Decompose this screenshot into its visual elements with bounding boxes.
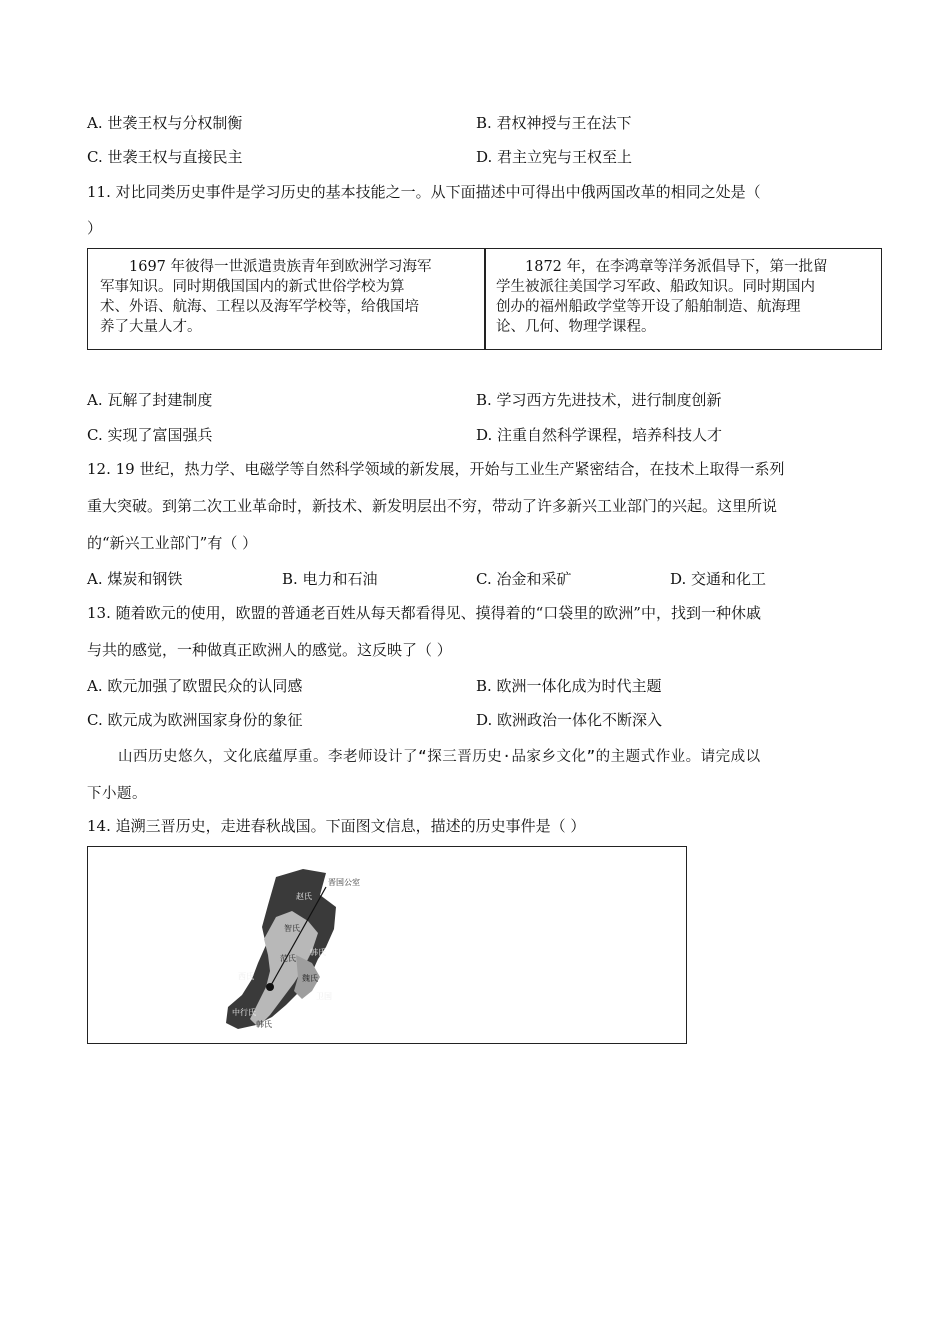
q11-left-line: 军事知识。同时期俄国国内的新式世俗学校为算 <box>100 279 405 295</box>
map-label-fan: 范氏 <box>280 954 296 963</box>
q12-option-d: D. 交通和化工 <box>670 570 767 588</box>
q12-stem-line2: 重大突破。到第二次工业革命时，新技术、新发明层出不穷，带动了许多新兴工业部门的兴起。这里所说 <box>87 497 778 515</box>
map-label-region: 卫国 <box>316 992 332 1001</box>
q10-option-d: D. 君主立宪与王权至上 <box>476 148 633 166</box>
map-label-west: 西氏 <box>238 972 254 981</box>
map-label-zhonghang: 中行氏 <box>232 1008 256 1017</box>
q11-option-b: B. 学习西方先进技术，进行制度创新 <box>476 391 722 409</box>
q13-option-d: D. 欧洲政治一体化不断深入 <box>476 711 663 729</box>
callout-dot <box>266 983 274 991</box>
intro-line2: 下小题。 <box>87 786 147 802</box>
q11-china-cell <box>486 249 881 349</box>
map-label-bottom: 韩氏 <box>256 1020 272 1029</box>
q11-right-line: 1872 年，在李鸿章等洋务派倡导下，第一批留 <box>525 259 828 275</box>
q12-option-c: C. 冶金和采矿 <box>476 570 572 588</box>
q11-stem-close: ） <box>87 219 103 237</box>
map-label-zhi: 智氏 <box>284 924 300 933</box>
q11-stem: 11. 对比同类历史事件是学习历史的基本技能之一。从下面描述中可得出中俄两国改革的相同之处是（ <box>87 183 761 201</box>
q11-right-line: 论、几何、物理学课程。 <box>496 319 656 335</box>
q11-option-d: D. 注重自然科学课程，培养科技人才 <box>476 426 723 444</box>
q11-option-a: A. 瓦解了封建制度 <box>87 391 213 409</box>
map-label-han: 韩氏 <box>310 948 326 957</box>
q11-option-c: C. 实现了富国强兵 <box>87 426 213 444</box>
q11-left-line: 1697 年彼得一世派遣贵族青年到欧洲学习海军 <box>129 259 432 275</box>
three-jin-map <box>208 859 408 1034</box>
q12-stem-line3: 的“新兴工业部门”有（ ） <box>87 534 258 552</box>
q14-stem: 14. 追溯三晋历史，走进春秋战国。下面图文信息，描述的历史事件是（ ） <box>87 817 586 835</box>
q11-right-line: 创办的福州船政学堂等开设了船舶制造、航海理 <box>496 299 801 315</box>
q11-right-line: 学生被派往美国学习军政、船政知识。同时期国内 <box>496 279 815 295</box>
q10-option-c: C. 世袭王权与直接民主 <box>87 148 243 166</box>
q14-figure-box <box>87 846 687 1044</box>
q11-comparison-table <box>87 248 882 350</box>
q10-option-a: A. 世袭王权与分权制衡 <box>87 114 243 132</box>
q13-option-b: B. 欧洲一体化成为时代主题 <box>476 677 662 695</box>
q12-option-b: B. 电力和石油 <box>282 570 378 588</box>
q13-stem-line2: 与共的感觉，一种做真正欧洲人的感觉。这反映了（ ） <box>87 641 452 659</box>
map-graphic <box>208 859 408 1034</box>
q12-option-a: A. 煤炭和钢铁 <box>87 570 183 588</box>
q11-left-line: 术、外语、航海、工程以及海军学校等，给俄国培 <box>100 299 419 315</box>
q10-option-b: B. 君权神授与王在法下 <box>476 114 632 132</box>
q13-stem-line1: 13. 随着欧元的使用，欧盟的普通老百姓从每天都看得见、摸得着的“口袋里的欧洲”中，找到一种休戚 <box>87 604 761 622</box>
q13-option-a: A. 欧元加强了欧盟民众的认同感 <box>87 677 303 695</box>
map-label-wei: 魏氏 <box>302 974 318 983</box>
q11-russia-cell <box>88 249 485 349</box>
q12-stem-line1: 12. 19 世纪，热力学、电磁学等自然科学领域的新发展，开始与工业生产紧密结合，在技术上取得一系列 <box>87 460 785 478</box>
q13-option-c: C. 欧元成为欧洲国家身份的象征 <box>87 711 303 729</box>
q11-left-line: 养了大量人才。 <box>100 319 202 335</box>
map-label-zhao: 赵氏 <box>296 892 312 901</box>
intro-line1: 山西历史悠久，文化底蕴厚重。李老师设计了“探三晋历史·品家乡文化”的主题式作业。请完成以 <box>118 749 761 765</box>
map-label-callout: 晋国公室 <box>328 878 360 887</box>
